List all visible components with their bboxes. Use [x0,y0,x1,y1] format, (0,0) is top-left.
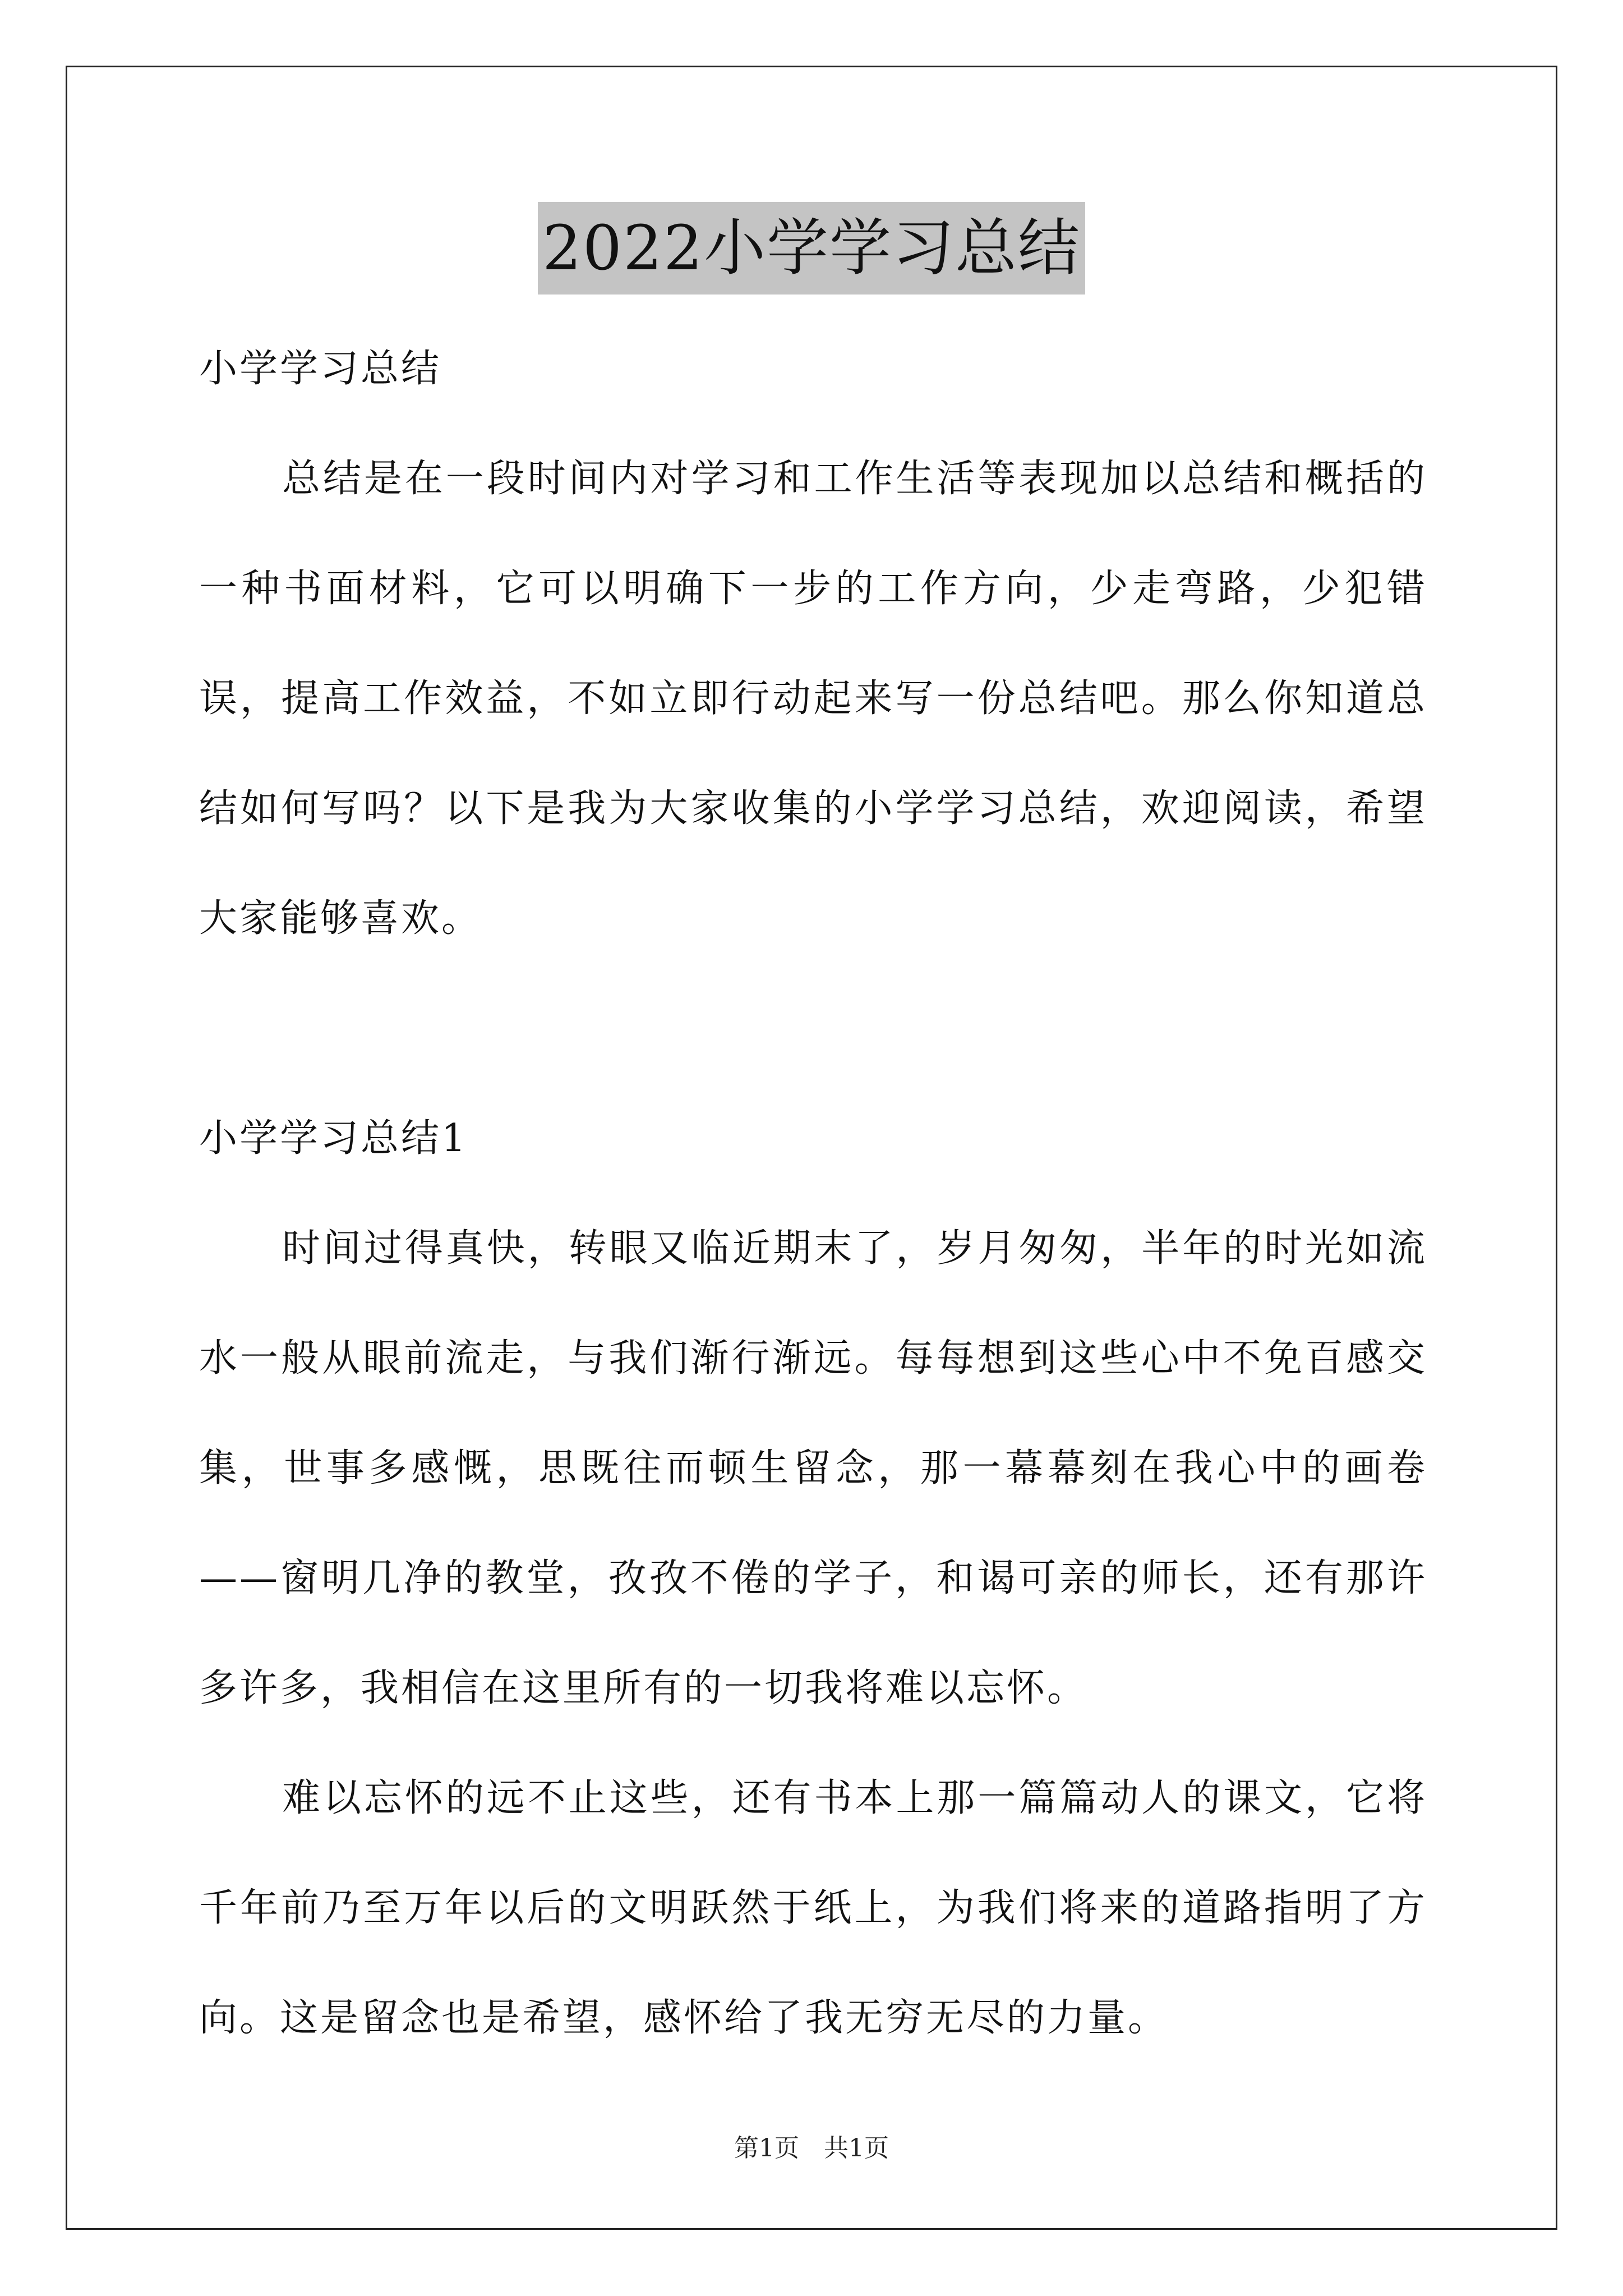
section-spacer [199,974,1427,1084]
page-total: 共1页 [824,2134,889,2162]
section-heading: 小学学习总结 [199,347,442,391]
page-number: 第1页 [734,2134,799,2162]
paragraph: 时间过得真快，转眼又临近期末了，岁月匆匆，半年的时光如流水一般从眼前流走，与我们渐行渐远。每每想到这些心中不免百感交集，世事多感慨，思既往而顿生留念，那一幕幕刻在我心中的画卷——窗明几净的教堂，孜孜不倦的学子，和谒可亲的师长，还有那许多许多，我相信在这里所有的一切我将难以忘怀。 [199,1226,1427,1710]
page-footer [0,2132,1623,2165]
title-container [0,202,1623,295]
paragraph: 难以忘怀的远不止这些，还有书本上那一篇篇动人的课文，它将千年前乃至万年以后的文明跃然于纸上，为我们将来的道路指明了方向。这是留念也是希望，感怀给了我无穷无尽的力量。 [199,1776,1427,2040]
paragraph: 总结是在一段时间内对学习和工作生活等表现加以总结和概括的一种书面材料，它可以明确下一步的工作方向，少走弯路，少犯错误，提高工作效益，不如立即行动起来写一份总结吧。那么你知道总结如何写吗？以下是我为大家收集的小学学习总结，欢迎阅读，希望大家能够喜欢。 [199,457,1427,941]
section-heading: 小学学习总结1 [199,1116,468,1161]
document-body [199,314,1427,2073]
document-title: 2022小学学习总结 [538,202,1085,295]
